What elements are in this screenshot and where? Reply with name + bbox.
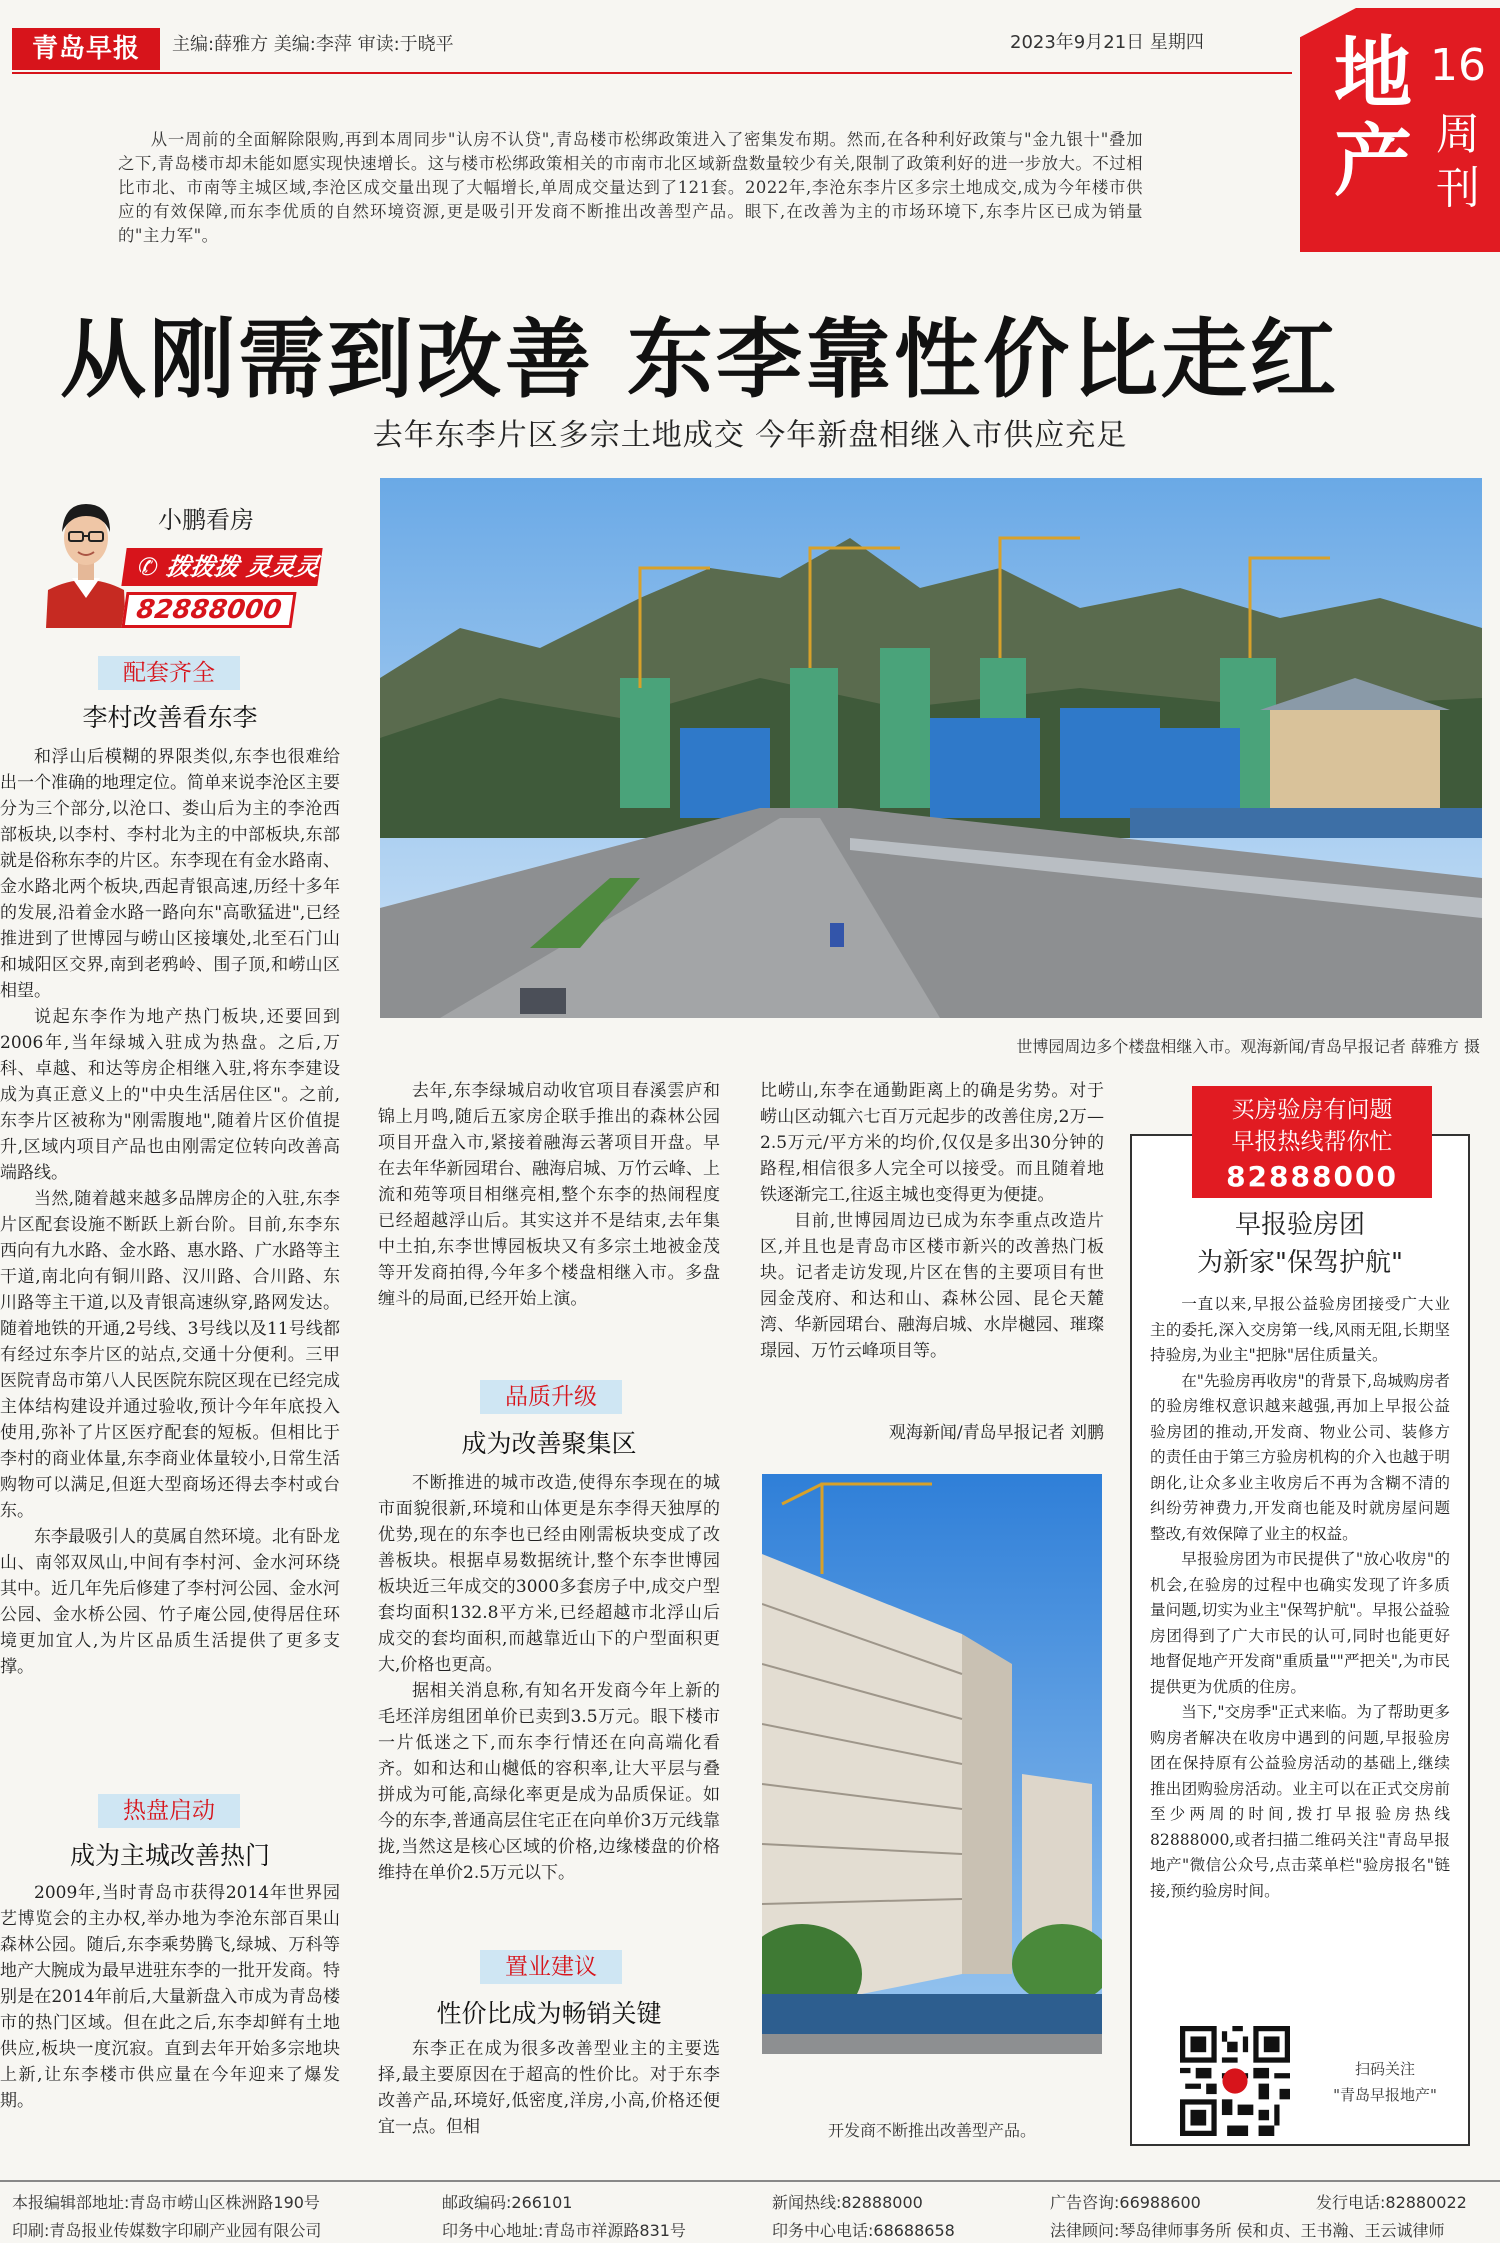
footer-row <box>12 2190 1500 2218</box>
section-kicker-quality: 品质升级 <box>480 1380 622 1414</box>
column1-body <box>0 744 340 1680</box>
columnist-phone: 82888000 <box>121 592 296 628</box>
inspection-team-title <box>1132 1206 1468 1282</box>
paragraph: 和浮山后模糊的界限类似,东李也很难给出一个准确的地理定位。简单来说李沧区主要分为三个部分,以沧口、娄山后为主的李沧西部板块,以李村、李村北为主的中部板块,东部就是俗称东李的片区。东李现在有金水路南、金水路北两个板块,西起青银高速,历经十多年的发展,沿着金水路一路向东"高歌猛进",已经推进到了世博园与崂山区接壤处,北至石门山和城阳区交界,南到老鸦岭、围子顶,和崂山区相望。 <box>0 747 340 1001</box>
slogan-text: 拨拨拨 灵灵灵 <box>164 553 321 581</box>
columnist-slogan <box>121 548 322 586</box>
hotline-banner-line2: 早报热线帮你忙 <box>1231 1129 1393 1155</box>
article-headline: 从刚需到改善 东李靠性价比走红 <box>60 310 1339 410</box>
title-line: 为新家"保驾护航" <box>1197 1248 1403 1278</box>
paragraph: 一直以来,早报公益验房团接受广大业主的委托,深入交房第一线,风雨无阻,长期坚持验房,为业主"把脉"居住质量关。 <box>1150 1295 1450 1364</box>
paragraph: 去年,东李绿城启动收官项目春溪雲庐和锦上月鸣,随后五家房企联手推出的森林公园项目开盘入市,紧接着融海云著项目开盘。早在去年华新园珺台、融海启城、万竹云峰、上流和苑等项目相继亮相,整个东李的热闹程度已经超越浮山后。其实这并不是结束,去年集中土拍,东李世博园板块又有多宗土地被金茂等开发商拍得,今年多个楼盘相继入市。多盘缠斗的局面,已经开始上演。 <box>378 1081 720 1309</box>
paragraph: 早报验房团为市民提供了"放心收房"的机会,在验房的过程中也确实发现了许多质量问题,切实为业主"保驾护航"。早报公益验房团得到了广大市民的认可,同时也能更好地督促地产开发商"重质量""严把关",为市民提供更为优质的住房。 <box>1150 1550 1450 1696</box>
footer-item: 法律顾问:琴岛律师事务所 侯和贞、王书瀚、王云诚律师 <box>1050 2221 1445 2240</box>
qr-caption-line: 扫码关注 <box>1354 2060 1415 2078</box>
footer-item: 本报编辑部地址:青岛市崂山区株洲路190号 <box>12 2193 320 2212</box>
title-line: 早报验房团 <box>1234 1210 1365 1240</box>
section-name: 地产 <box>1333 29 1412 207</box>
footer-item: 发行电话:82880022 <box>1316 2193 1467 2212</box>
section-subhead-quality: 成为改善聚集区 <box>461 1429 637 1458</box>
paragraph: 东李正在成为很多改善型业主的主要选择,最主要原因在于超高的性价比。对于东李改善产品,环境好,低密度,洋房,小高,价格还便宜一点。但相 <box>378 2039 720 2137</box>
construction-photo <box>762 1474 1102 2054</box>
editor-credits: 主编:薛雅方 美编:李萍 审读:于晓平 <box>172 34 454 55</box>
section-subhead-amenities: 李村改善看东李 <box>82 703 258 732</box>
section-subhead-hot-projects: 成为主城改善热门 <box>69 1841 270 1870</box>
qr-caption <box>1310 2056 1460 2108</box>
paragraph: 目前,世博园周边已成为东李重点改造片区,并且也是青岛市区楼市新兴的改善热门板块。记者走访发现,片区在售的主要项目有世园金茂府、和达和山、森林公园、昆仑天麓湾、华新园珺台、融海启城、水岸樾园、璀璨璟园、万竹云峰项目等。 <box>760 1211 1104 1361</box>
section-subhead-advice: 性价比成为畅销关键 <box>436 1999 662 2028</box>
paragraph: 东李最吸引人的莫属自然环境。北有卧龙山、南邻双凤山,中间有李村河、金水河环绕其中。近几年先后修建了李村河公园、金水河公园、金水桥公园、竹子庵公园,使得居住环境更加宜人,为片区品质生活提供了更多支撑。 <box>0 1527 340 1677</box>
paragraph: 比崂山,东李在通勤距离上的确是劣势。对于崂山区动辄六七百万元起步的改善住房,2万—2.5万元/平方米的均价,仅仅是多出30分钟的路程,相信很多人完全可以接受。而且随着地铁逐渐完工,往返主城也变得更为便捷。 <box>760 1081 1104 1205</box>
footer-item: 印务中心电话:68688658 <box>772 2221 955 2240</box>
inspection-team-body <box>1150 1292 1450 1904</box>
construction-photo-caption: 开发商不断推出改善型产品。 <box>827 2121 1036 2140</box>
paragraph: 当然,随着越来越多品牌房企的入驻,东李片区配套设施不断跃上新台阶。目前,东李东西向有九水路、金水路、惠水路、广水路等主干道,南北向有铜川路、汉川路、合川路、东川路等主干道,以及青银高速纵穿,路网发达。随着地铁的开通,2号线、3号线以及11号线都有经过东李片区的站点,交通十分便利。三甲医院青岛市第八人民医院东院区现在已经完成主体结构建设并通过验收,预计今年年底投入使用,弥补了片区医疗配套的短板。但相比于李村的商业体量,东李商业体量较小,日常生活购物可以满足,但逛大型商场还得去李村或台东。 <box>0 1189 340 1521</box>
columnist-name: 小鹏看房 <box>158 506 254 534</box>
section-kicker-hot-projects: 热盘启动 <box>98 1794 240 1828</box>
column2-body-advice <box>378 2036 720 2140</box>
newspaper-logo: 青岛早报 <box>12 28 160 70</box>
columnist-avatar <box>42 486 130 628</box>
hotline-banner <box>1192 1086 1432 1198</box>
paragraph: 说起东李作为地产热门板块,还要回到2006年,当年绿城入驻成为热盘。之后,万科、卓越、和达等房企相继入驻,将东李建设成为真正意义上的"中央生活居住区"。之前,东李片区被称为"刚需腹地",随着片区价值提升,区域内项目产品也由刚需定位转向改善高端路线。 <box>0 1007 340 1183</box>
column2-body-quality <box>378 1470 720 1886</box>
section-frequency: 周刊 <box>1436 109 1480 214</box>
paragraph: 据相关消息称,有知名开发商今年上新的毛坯洋房组团单价已卖到3.5万元。眼下楼市一片低迷之下,而东李行情还在向高端化看齐。如和达和山樾低的容积率,让大平层与叠拼成为可能,高绿化率更是成为品质保证。如今的东李,普通高层住宅正在向单价3万元线靠拢,当然这是核心区域的价格,边缘楼盘的价格维持在单价2.5万元以下。 <box>378 1681 720 1883</box>
masthead-divider <box>12 72 1292 74</box>
page-footer <box>12 2190 1500 2243</box>
hero-photo <box>380 478 1482 1018</box>
paragraph: 不断推进的城市改造,使得东李现在的城市面貌很新,环境和山体更是东李得天独厚的优势,现在的东李也已经由刚需板块变成了改善板块。根据卓易数据统计,整个东李世博园板块近三年成交的3000多套房子中,成交户型套均面积132.8平方米,已经超越市北浮山后成交的套均面积,而越靠近山下的户型面积更大,价格也更高。 <box>378 1473 720 1675</box>
footer-item: 新闻热线:82888000 <box>772 2193 923 2212</box>
hotline-phone: 82888000 <box>1226 1160 1398 1193</box>
article-subheadline: 去年东李片区多宗土地成交 今年新盘相继入市供应充足 <box>372 418 1128 453</box>
page-number: 16 <box>1430 40 1486 91</box>
footer-item: 邮政编码:266101 <box>442 2193 573 2212</box>
column3-body <box>760 1078 1104 1364</box>
section-kicker-amenities: 配套齐全 <box>98 656 240 690</box>
qr-code[interactable] <box>1180 2026 1290 2136</box>
footer-item: 印务中心地址:青岛市祥源路831号 <box>442 2221 686 2240</box>
column2-body <box>378 1078 720 1312</box>
footer-item: 印刷:青岛报业传媒数字印刷产业园有限公司 <box>12 2221 322 2240</box>
qr-caption-line: "青岛早报地产" <box>1333 2086 1437 2104</box>
column1-body-continued <box>0 1880 340 2114</box>
hotline-banner-line1: 买房验房有问题 <box>1231 1097 1393 1123</box>
issue-date: 2023年9月21日 星期四 <box>1010 32 1204 53</box>
article-lede: 从一周前的全面解除限购,再到本周同步"认房不认贷",青岛楼市松绑政策进入了密集发布期。然而,在各种利好政策与"金九银十"叠加之下,青岛楼市却未能如愿实现快速增长。这与楼市松绑政策相关的市南市北区域新盘数量较少有关,限制了政策利好的进一步放大。不过相比市北、市南等主城区域,李沧区成交量出现了大幅增长,单周成交量达到了121套。2022年,李沧东李片区多宗土地成交,成为今年楼市供应的有效保障,而东李优质的自然环境资源,更是吸引开发商不断推出改善型产品。眼下,在改善为主的市场环境下,东李片区已成为销量的"主力军"。 <box>118 130 1143 245</box>
paragraph: 当下,"交房季"正式来临。为了帮助更多购房者解决在收房中遇到的问题,早报验房团在保持原有公益验房活动的基础上,继续推出团购验房活动。业主可以在正式交房前至少两周的时间,拨打早报验房热线82888000,或者扫描二维码关注"青岛早报地产"微信公众号,点击菜单栏"验房报名"链接,预约验房时间。 <box>1150 1703 1450 1900</box>
hero-photo-caption: 世博园周边多个楼盘相继入市。观海新闻/青岛早报记者 薛雅方 摄 <box>1016 1037 1480 1056</box>
section-kicker-advice: 置业建议 <box>480 1950 622 1984</box>
article-byline: 观海新闻/青岛早报记者 刘鹏 <box>888 1423 1104 1443</box>
footer-divider <box>0 2180 1500 2182</box>
paragraph: 在"先验房再收房"的背景下,岛城购房者的验房维权意识越来越强,再加上早报公益验房团的推动,开发商、物业公司、装修方的责任由于第三方验房机构的介入也越于明朗化,让众多业主收房后不再为含糊不清的纠纷劳神费力,开发商也能及时就房屋问题整改,有效保障了业主的权益。 <box>1150 1371 1450 1543</box>
paragraph: 2009年,当时青岛市获得2014年世界园艺博览会的主办权,举办地为李沧东部百果山森林公园。随后,东李乘势腾飞,绿城、万科等地产大腕成为最早进驻东李的一批开发商。特别是在2014年前后,大量新盘入市成为青岛楼市的热门区域。但在此之后,东李却鲜有土地供应,板块一度沉寂。直到去年开始多宗地块上新,让东李楼市供应量在今年迎来了爆发期。 <box>0 1883 340 2111</box>
footer-item: 广告咨询:66988600 <box>1050 2193 1201 2212</box>
footer-row <box>12 2218 1500 2243</box>
phone-icon: ✆ <box>136 553 169 581</box>
